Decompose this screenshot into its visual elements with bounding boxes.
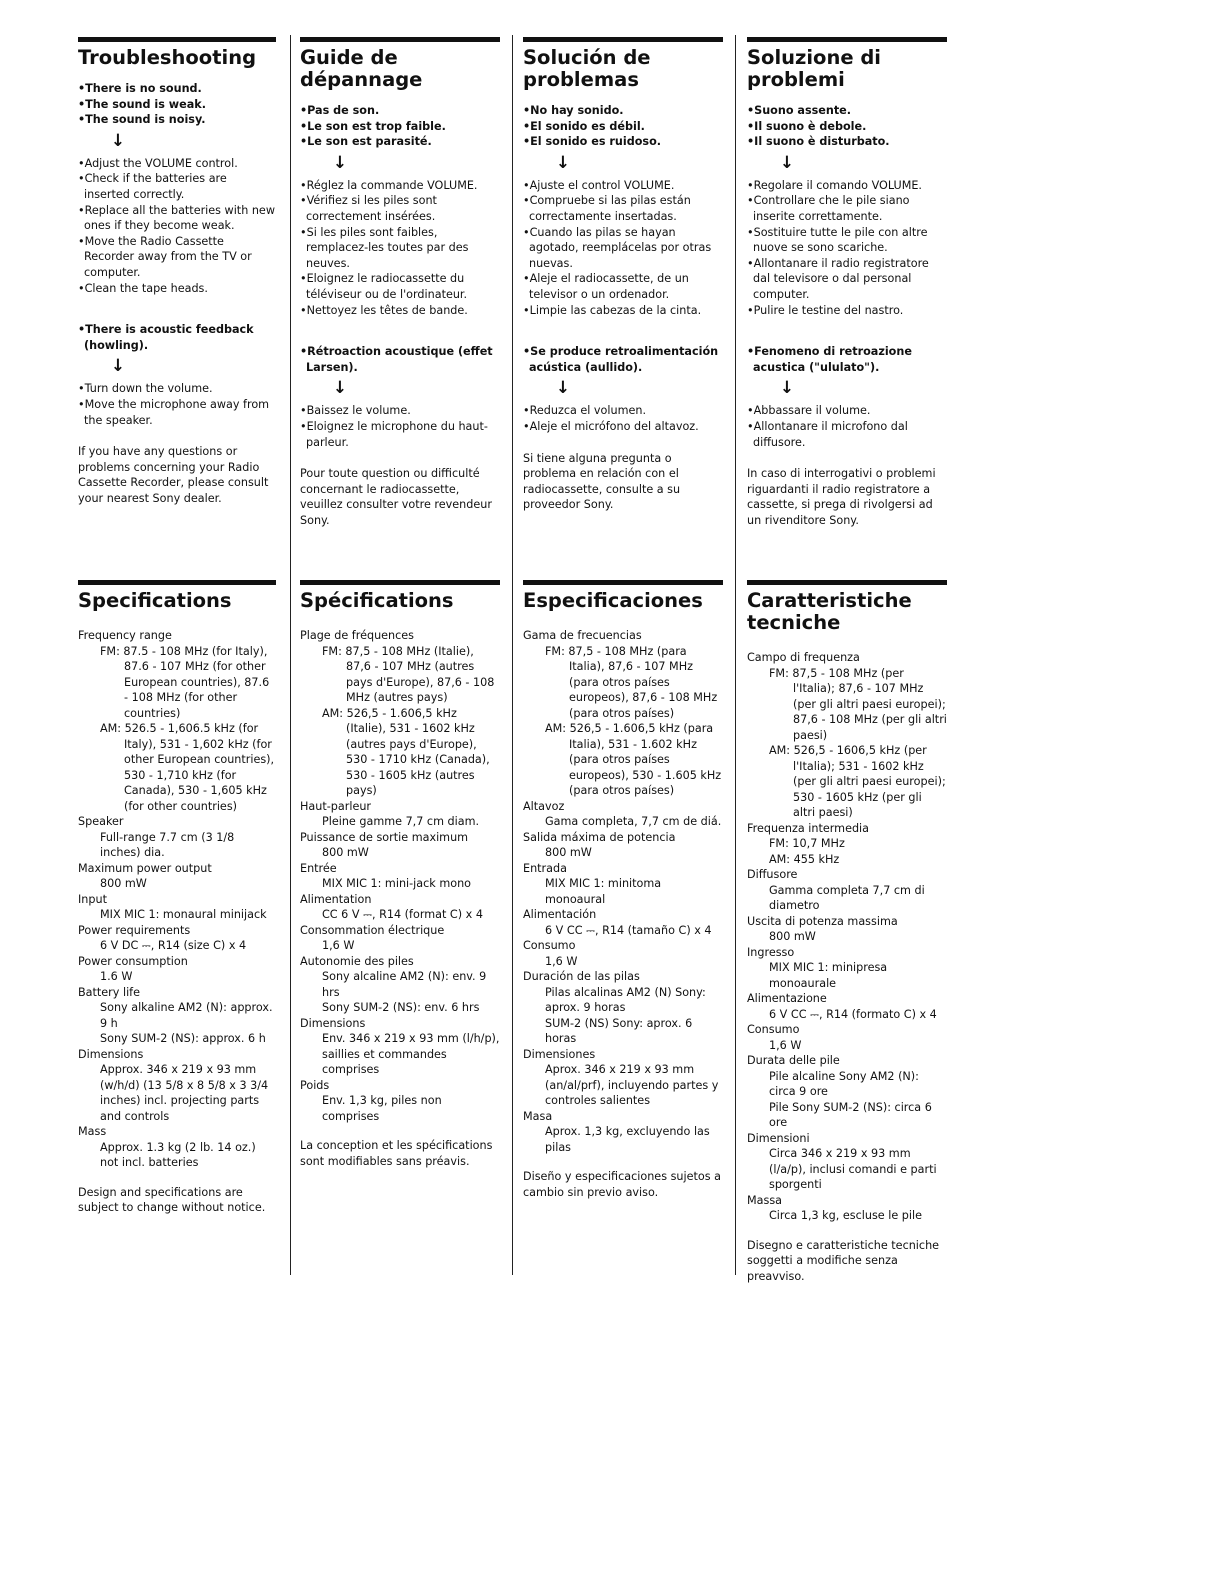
symptom-item: • Suono assente.: [747, 103, 947, 119]
solution-item: • Replace all the batteries with new ones if they become weak.: [78, 203, 276, 234]
symptom-item: • El sonido es ruidoso.: [523, 134, 723, 150]
spec-row: Frequency range: [78, 629, 172, 642]
spec-row: MIX MIC 1: monaural minijack: [100, 908, 267, 921]
section-rule: [78, 580, 276, 585]
spec-row: MIX MIC 1: minipresa monoaurale: [769, 961, 888, 990]
solution-item: • Nettoyez les têtes de bande.: [300, 303, 500, 319]
spec-row: Massa: [747, 1193, 783, 1207]
spec-row: Salida máxima de potencia: [523, 830, 676, 844]
dealer-note: If you have any questions or problems concerning your Radio Cassette Recorder, please consult your nearest Sony dealer.: [78, 445, 269, 505]
solution-item: • Move the microphone away from the speaker.: [78, 397, 276, 428]
symptom-item: • Rétroaction acoustique (effet Larsen).: [300, 344, 500, 375]
spec-row: Maximum power output: [78, 861, 212, 875]
symptom-list: [523, 103, 723, 150]
solution-list: [523, 178, 723, 318]
symptom-item: • There is no sound.: [78, 81, 276, 97]
dealer-note: Pour toute question ou difficulté concernant le radiocassette, veuillez consulter votre revendeur Sony.: [300, 467, 492, 527]
spec-list: [78, 628, 276, 1216]
solution-list: [300, 178, 500, 318]
spec-row: Autonomie des piles: [300, 954, 414, 968]
spec-row: Pile Sony SUM-2 (NS): circa 6 ore: [769, 1100, 932, 1129]
specifications-section-en: [78, 580, 276, 1216]
solution-item: • Eloignez le radiocassette du téléviseur ou de l'ordinateur.: [300, 271, 500, 302]
solution-list: [523, 403, 723, 434]
section-rule: [523, 37, 723, 42]
solution-item: • Clean the tape heads.: [78, 281, 276, 297]
spec-row: Duración de las pilas: [523, 970, 640, 983]
down-arrow-icon: ↓: [779, 378, 795, 399]
symptom-list: [78, 322, 276, 353]
spec-row: Plage de fréquences: [300, 629, 414, 642]
solution-item: • Reduzca el volumen.: [523, 403, 723, 419]
symptom-list: [78, 81, 276, 128]
section-title: Especificaciones: [523, 589, 703, 612]
solution-item: • Move the Radio Cassette Recorder away from the TV or computer.: [78, 234, 276, 281]
symptom-item: • The sound is noisy.: [78, 112, 276, 128]
solution-item: • Ajuste el control VOLUME.: [523, 178, 723, 194]
solution-item: • Vérifiez si les piles sont correctement insérées.: [300, 193, 500, 224]
spec-row: FM: 87,5 - 108 MHz (para Italia), 87,6 - 107 MHz (para otros países europeos), 87,6 - 108 MHz (para otros países): [545, 644, 718, 720]
section-title: Spécifications: [300, 589, 454, 612]
solution-item: • Turn down the volume.: [78, 381, 276, 397]
down-arrow-icon: ↓: [555, 378, 571, 399]
troubleshooting-section-es: [523, 37, 723, 513]
spec-row: Dimensions: [300, 1016, 366, 1030]
spec-row: SUM-2 (NS) Sony: aprox. 6 horas: [545, 1016, 693, 1045]
spec-row: Dimensiones: [523, 1047, 596, 1061]
spec-row: Ingresso: [747, 945, 795, 959]
spec-row: Speaker: [78, 815, 124, 828]
spec-row: Poids: [300, 1078, 330, 1092]
down-arrow-icon: ↓: [332, 152, 348, 173]
spec-row: Gamma completa 7,7 cm di diametro: [769, 883, 925, 912]
spec-row: 800 mW: [322, 846, 369, 859]
spec-row: Circa 1,3 kg, escluse le pile: [769, 1209, 922, 1222]
spec-list: [747, 650, 947, 1284]
symptom-item: • No hay sonido.: [523, 103, 723, 119]
solution-item: • Cuando las pilas se hayan agotado, reemplácelas por otras nuevas.: [523, 225, 723, 272]
down-arrow-icon: ↓: [110, 356, 126, 377]
spec-row: Mass: [78, 1125, 107, 1138]
symptom-list: [523, 344, 723, 375]
spec-row: Power requirements: [78, 923, 191, 937]
spec-row: 6 V CC ⎓, R14 (formato C) x 4: [769, 1007, 937, 1021]
spec-row: MIX MIC 1: minitoma monoaural: [545, 877, 662, 906]
spec-row: Alimentation: [300, 892, 372, 906]
spec-row: Aprox. 1,3 kg, excluyendo las pilas: [545, 1125, 710, 1154]
spec-row: Haut-parleur: [300, 799, 372, 813]
symptom-item: • Se produce retroalimentación acústica (aullido).: [523, 344, 723, 375]
section-title: Guide de dépannage: [300, 46, 423, 91]
spec-row: Durata delle pile: [747, 1054, 840, 1067]
spec-row: Sony SUM-2 (NS): env. 6 hrs: [322, 1001, 480, 1014]
section-title: Caratteristiche tecniche: [747, 589, 912, 634]
spec-row: AM: 526,5 - 1.606,5 kHz (para Italia), 531 - 1.602 kHz (para otros países europeos), 530 - 1.605 kHz (para otros países): [545, 722, 722, 797]
symptom-item: • Fenomeno di retroazione acustica ("ululato").: [747, 344, 947, 375]
down-arrow-icon: ↓: [779, 152, 795, 173]
spec-row: Altavoz: [523, 799, 565, 813]
symptom-item: • The sound is weak.: [78, 97, 276, 113]
spec-row: FM: 10,7 MHz: [769, 837, 845, 850]
spec-row: AM: 526,5 - 1.606,5 kHz (Italie), 531 - 1602 kHz (autres pays d'Europe), 530 - 1710 kHz (Canada), 530 - 1605 kHz (autres pays): [322, 706, 490, 797]
spec-row: 6 V CC ⎓, R14 (tamaño C) x 4: [545, 923, 712, 937]
spec-row: Diffusore: [747, 868, 798, 881]
spec-row: Uscita di potenza massima: [747, 914, 898, 928]
symptom-item: • El sonido es débil.: [523, 119, 723, 135]
spec-footnote: Design and specifications are subject to change without notice.: [78, 1185, 266, 1214]
spec-row: Gama completa, 7,7 cm de diá.: [545, 815, 722, 828]
symptom-item: • There is acoustic feedback (howling).: [78, 322, 276, 353]
solution-item: • Compruebe si las pilas están correctamente insertadas.: [523, 193, 723, 224]
troubleshooting-section-it: [747, 37, 947, 528]
spec-row: Alimentazione: [747, 992, 827, 1005]
spec-row: FM: 87.5 - 108 MHz (for Italy), 87.6 - 107 MHz (for other European countries), 87.6 - 108 MHz (for other countries): [100, 644, 270, 720]
down-arrow-icon: ↓: [110, 130, 126, 151]
solution-list: [747, 403, 947, 450]
symptom-item: • Il suono è disturbato.: [747, 134, 947, 150]
section-rule: [747, 37, 947, 42]
section-rule: [78, 37, 276, 42]
spec-row: Alimentación: [523, 908, 597, 921]
symptom-list: [300, 344, 500, 375]
dealer-note: In caso di interrogativi o problemi riguardanti il radio registratore a cassette, si prega di rivolgersi ad un rivenditore Sony.: [747, 467, 936, 527]
solution-item: • Abbassare il volume.: [747, 403, 947, 419]
spec-row: AM: 526.5 - 1,606.5 kHz (for Italy), 531 - 1,602 kHz (for other European countries), 530 - 1,710 kHz (for Canada), 530 - 1,605 kHz (for other countries): [100, 722, 275, 813]
solution-item: • Aleje el radiocassette, de un televisor o un ordenador.: [523, 271, 723, 302]
troubleshooting-section-en: [78, 37, 276, 506]
down-arrow-icon: ↓: [332, 378, 348, 399]
spec-footnote: La conception et les spécifications sont modifiables sans préavis.: [300, 1139, 493, 1168]
spec-row: Env. 346 x 219 x 93 mm (l/h/p), saillies et commandes comprises: [322, 1032, 500, 1076]
spec-row: Gama de frecuencias: [523, 629, 642, 642]
spec-footnote: Disegno e caratteristiche tecniche soggetti a modifiche senza preavviso.: [747, 1238, 940, 1283]
symptom-list: [747, 103, 947, 150]
section-rule: [300, 37, 500, 42]
column-divider: [290, 35, 291, 1275]
specifications-section-it: [747, 580, 947, 1284]
specifications-section-es: [523, 580, 723, 1200]
spec-row: 1,6 W: [545, 954, 578, 968]
spec-row: Dimensioni: [747, 1131, 810, 1145]
symptom-list: [747, 344, 947, 375]
column-divider: [735, 35, 736, 1275]
solution-item: • Adjust the VOLUME control.: [78, 156, 276, 172]
solution-item: • Regolare il comando VOLUME.: [747, 178, 947, 194]
spec-row: Full-range 7.7 cm (3 1/8 inches) dia.: [100, 830, 235, 859]
spec-row: Entrada: [523, 861, 567, 875]
symptom-item: • Le son est trop faible.: [300, 119, 500, 135]
spec-row: Battery life: [78, 985, 141, 999]
spec-row: 1.6 W: [100, 970, 133, 983]
section-rule: [747, 580, 947, 585]
solution-item: • Réglez la commande VOLUME.: [300, 178, 500, 194]
solution-item: • Allontanare il microfono dal diffusore.: [747, 419, 947, 450]
troubleshooting-section-fr: [300, 37, 500, 528]
spec-row: Frequenza intermedia: [747, 821, 870, 835]
spec-row: FM: 87,5 - 108 MHz (Italie), 87,6 - 107 MHz (autres pays d'Europe), 87,6 - 108 MHz (autres pays): [322, 644, 495, 704]
solution-item: • Check if the batteries are inserted correctly.: [78, 171, 276, 202]
spec-row: 1,6 W: [322, 939, 355, 952]
section-rule: [523, 580, 723, 585]
column-divider: [512, 35, 513, 1275]
spec-row: Sony alkaline AM2 (N): approx. 9 h: [100, 1001, 273, 1030]
section-title: Specifications: [78, 589, 232, 612]
spec-row: 6 V DC ⎓, R14 (size C) x 4: [100, 939, 247, 952]
spec-row: Aprox. 346 x 219 x 93 mm (an/al/prf), incluyendo partes y controles salientes: [545, 1063, 719, 1107]
spec-row: Masa: [523, 1109, 553, 1123]
solution-list: [747, 178, 947, 318]
solution-list: [78, 156, 276, 296]
solution-item: • Controllare che le pile siano inserite correttamente.: [747, 193, 947, 224]
spec-row: Campo di frequenza: [747, 651, 860, 664]
solution-item: • Aleje el micrófono del altavoz.: [523, 419, 723, 435]
section-title: Troubleshooting: [78, 46, 257, 69]
spec-row: Puissance de sortie maximum: [300, 830, 469, 844]
solution-list: [78, 381, 276, 428]
spec-row: Sony SUM-2 (NS): approx. 6 h: [100, 1032, 266, 1045]
down-arrow-icon: ↓: [555, 152, 571, 173]
section-title: Solución de problemas: [523, 46, 651, 91]
spec-row: Input: [78, 892, 107, 906]
spec-list: [300, 628, 500, 1169]
spec-row: Sony alcaline AM2 (N): env. 9 hrs: [322, 970, 487, 999]
symptom-item: • Il suono è debole.: [747, 119, 947, 135]
section-title: Soluzione di problemi: [747, 46, 881, 91]
solution-item: • Sostituire tutte le pile con altre nuove se sono scariche.: [747, 225, 947, 256]
solution-item: • Pulire le testine del nastro.: [747, 303, 947, 319]
solution-item: • Baissez le volume.: [300, 403, 500, 419]
specifications-section-fr: [300, 580, 500, 1169]
spec-row: Approx. 346 x 219 x 93 mm (w/h/d) (13 5/8 x 8 5/8 x 3 3/4 inches) incl. projecting parts and controls: [100, 1063, 269, 1123]
spec-footnote: Diseño y especificaciones sujetos a cambio sin previo aviso.: [523, 1170, 721, 1199]
spec-row: Env. 1,3 kg, piles non comprises: [322, 1094, 442, 1123]
dealer-note: Si tiene alguna pregunta o problema en relación con el radiocassette, consulte a su proveedor Sony.: [523, 451, 681, 512]
spec-row: Pleine gamme 7,7 cm diam.: [322, 815, 480, 828]
spec-row: AM: 526,5 - 1606,5 kHz (per l'Italia); 531 - 1602 kHz (per gli altri paesi europei); 530 - 1605 kHz (per gli altri paesi): [769, 744, 946, 819]
solution-item: • Limpie las cabezas de la cinta.: [523, 303, 723, 319]
spec-row: Consumo: [747, 1023, 800, 1036]
spec-list: [523, 628, 723, 1200]
section-rule: [300, 580, 500, 585]
spec-row: 800 mW: [545, 846, 592, 859]
spec-row: 1,6 W: [769, 1038, 802, 1052]
solution-item: • Si les piles sont faibles, remplacez-les toutes par des neuves.: [300, 225, 500, 272]
spec-row: Pilas alcalinas AM2 (N) Sony: aprox. 9 horas: [545, 985, 706, 1014]
spec-row: FM: 87,5 - 108 MHz (per l'Italia); 87,6 - 107 MHz (per gli altri paesi europei); 87,6 - 108 MHz (per gli altri paesi): [769, 666, 947, 742]
symptom-list: [300, 103, 500, 150]
spec-row: 800 mW: [100, 877, 147, 890]
symptom-item: • Le son est parasité.: [300, 134, 500, 150]
spec-row: CC 6 V ⎓, R14 (format C) x 4: [322, 908, 483, 921]
spec-row: AM: 455 kHz: [769, 852, 840, 866]
spec-row: Approx. 1.3 kg (2 lb. 14 oz.) not incl. batteries: [100, 1140, 256, 1169]
spec-row: Consumo: [523, 939, 576, 952]
spec-row: Circa 346 x 219 x 93 mm (l/a/p), inclusi comandi e parti sporgenti: [769, 1147, 937, 1191]
spec-row: Consommation électrique: [300, 923, 445, 937]
spec-row: MIX MIC 1: mini-jack mono: [322, 877, 472, 890]
spec-row: 800 mW: [769, 930, 816, 943]
spec-row: Entrée: [300, 861, 337, 875]
spec-row: Dimensions: [78, 1047, 144, 1061]
symptom-item: • Pas de son.: [300, 103, 500, 119]
solution-item: • Eloignez le microphone du haut-parleur.: [300, 419, 500, 450]
solution-list: [300, 403, 500, 450]
spec-row: Pile alcaline Sony AM2 (N): circa 9 ore: [769, 1069, 919, 1098]
solution-item: • Allontanare il radio registratore dal televisore o dal personal computer.: [747, 256, 947, 303]
spec-row: Power consumption: [78, 954, 188, 968]
